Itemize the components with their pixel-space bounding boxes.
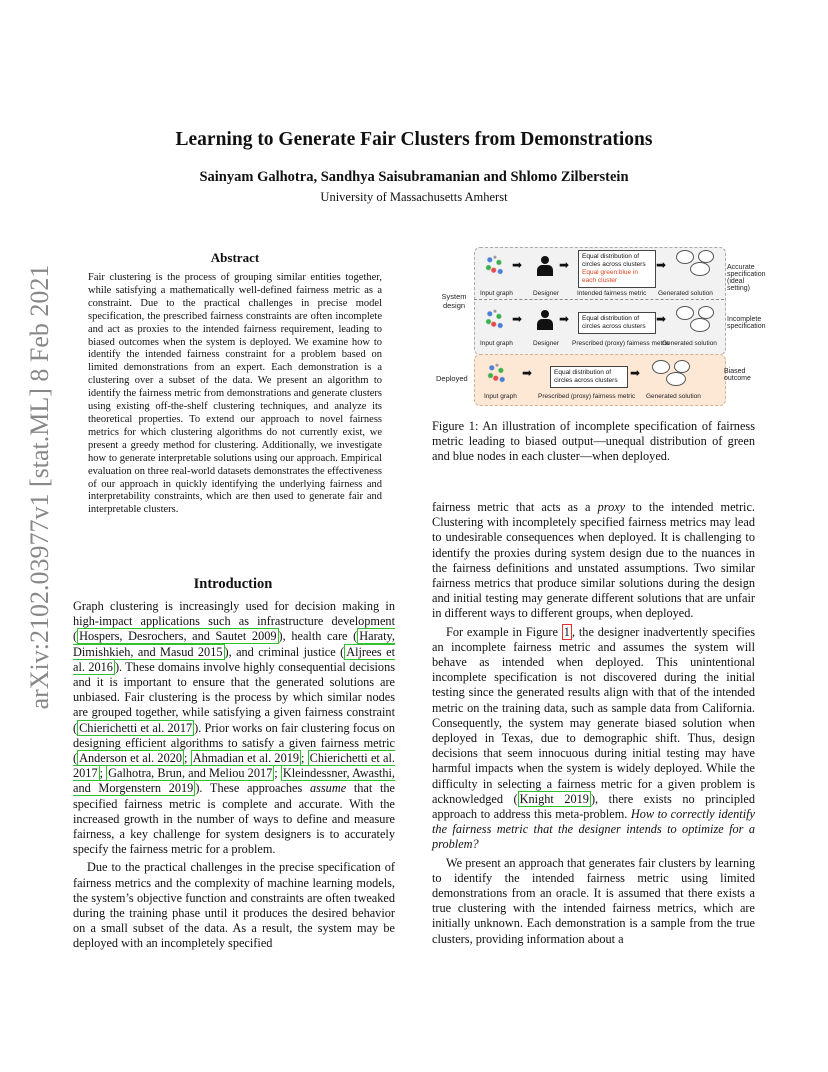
paper-title: Learning to Generate Fair Clusters from Demonstrations xyxy=(175,129,653,150)
introduction-heading: Introduction xyxy=(193,576,273,592)
arrow-icon: ➡ xyxy=(522,366,533,380)
output-label-biased: Biased outcome xyxy=(724,368,751,382)
citation-link[interactable]: Hospers, Desrochers, and Sautet 2009 xyxy=(79,629,277,644)
col2-paragraph-1: fairness metric that acts as a proxy to the intended metric. Clustering with incompletely specified fairness metrics may lead to undesirable consequences when deployed. It is challenging to identify the proxies during system design due to the nuances in the fairness definitions and unstated assumptions. Two similar fairness metrics that produce similar solutions during the design and initial testing may generate different solutions that are unfair in different ways to different groups, when deployed. xyxy=(432,500,756,621)
intended-metric-box xyxy=(578,250,656,288)
arrow-icon: ➡ xyxy=(656,258,667,272)
citation-link[interactable]: Anderson et al. 2020 xyxy=(79,751,183,766)
left-column-body xyxy=(73,599,395,952)
clusters-icon xyxy=(676,250,716,280)
paper-authors: Sainyam Galhotra, Sandhya Saisubramanian and Shlomo Zilberstein xyxy=(199,169,629,185)
row-label-system: System design xyxy=(441,292,467,310)
arrow-icon: ➡ xyxy=(656,312,667,326)
panel-divider xyxy=(474,299,724,300)
deployed-metric-box: Equal distribution of circles across clusters xyxy=(550,366,628,388)
box-text: Equal distribution of circles across clusters xyxy=(582,253,646,268)
citation-link[interactable]: Aljrees et al. 2016 xyxy=(73,644,395,674)
input-graph-icon xyxy=(482,252,508,278)
arxiv-sidebar xyxy=(18,264,62,710)
intended-metric-label: Intended fairness metric xyxy=(577,290,647,297)
arrow-icon: ➡ xyxy=(630,366,641,380)
arrow-icon: ➡ xyxy=(512,258,523,272)
arrow-icon: ➡ xyxy=(512,312,523,326)
col2-paragraph-2: For example in Figure 1 , the designer inadvertently specifies an incomplete fairness metric and assumes the system will behave as intended when deployed. This unintentional incomplete specification is not discovered during the initial testing since the generated results align with that of the intended metric on the training data, such as sample data from California. Consequently, the system may generate biased solution when deployed in Texas, due to demographic shift. Thus, design decisions that seem innocuous during initial testing may have harmful impacts when the system is widely deployed. While the difficulty in selecting a fairness metric for a given problem is acknowledged ( Knight 2019 ), there exists no principled approach to address this meta-problem. How to correctly identify the fairness metric that the designer intends to optimize for a problem? xyxy=(432,624,755,852)
figure-reference-link[interactable]: 1 xyxy=(563,624,570,639)
arxiv-identifier: arXiv:2102.03977v1 [stat.ML] 8 Feb 2021 xyxy=(25,264,54,710)
citation-link[interactable]: Knight 2019 xyxy=(519,791,589,806)
figure-caption: Figure 1: An illustration of incomplete specification of fairness metric leading to biased output—unequal distribution of green and blue nodes in each cluster—when deployed. xyxy=(432,419,755,464)
arrow-icon: ➡ xyxy=(559,258,570,272)
designer-label: Designer xyxy=(533,290,560,297)
input-graph-label: Input graph xyxy=(484,393,517,400)
generated-solution-label: Generated solution xyxy=(662,340,717,347)
output-label-incomplete: Incomplete specification xyxy=(727,316,766,330)
designer-label: Designer xyxy=(533,340,560,347)
designer-icon xyxy=(537,256,553,276)
input-graph-icon xyxy=(484,360,510,386)
intro-paragraph-2: Due to the practical challenges in the precise specification of fairness metrics and the complexity of machine learning models, the system’s objective function and constraints are often tweaked during the training phase until it produces the desired behavior on a small subset of the data. As a result, the system may be deployed with an incompletely specified xyxy=(73,860,395,951)
row-label-deployed: Deployed xyxy=(436,374,468,383)
output-label-accurate: Accurate specification (ideal setting) xyxy=(727,264,766,292)
proxy-metric-box: Equal distribution of circles across clusters xyxy=(578,312,656,334)
abstract-text: Fair clustering is the process of grouping similar entities together, while satisfying a mathematically well-defined fairness metric as a constraint. Due to the practical challenges in precise model specification, the prescribed fairness constraints are often incomplete and act as proxies to the intended fairness requirement, leading to biased outcomes when the system is deployed. We examine how to identify the intended fairness constraint for a problem based on limited demonstrations from an expert. Each demonstration is a clustering over a subset of the data. We present an algorithm to identify the fairness metric from demonstrations and generate clusters using existing off-the-shelf clustering techniques, and analyze its theoretical properties. To extend our approach to novel fairness metrics for which clustering algorithms do not currently exist, we present a greedy method for clustering. Additionally, we investigate how to generate interpretable solutions using our approach. Empirical evaluation on three real-world datasets demonstrates the effectiveness of our approach in quickly identifying the underlying fairness and interpretability constraints, which are then used to generate fair and interpretable clusters. xyxy=(88,272,382,516)
citation-link[interactable]: Haraty, Dimishkieh, and Masud 2015 xyxy=(73,629,395,659)
generated-solution-label: Generated solution xyxy=(658,290,713,297)
figure-1 xyxy=(434,244,764,406)
input-graph-label: Input graph xyxy=(480,290,513,297)
prescribed-metric-label: Prescribed (proxy) fairness metric xyxy=(572,340,670,347)
citation-link[interactable]: Ahmadian et al. 2019 xyxy=(192,751,300,766)
citation-link[interactable]: Chierichetti et al. 2017 xyxy=(73,751,395,781)
citation-link[interactable]: Chierichetti et al. 2017 xyxy=(79,720,193,735)
input-graph-label: Input graph xyxy=(480,340,513,347)
designer-icon xyxy=(537,310,553,330)
clusters-icon xyxy=(652,360,692,390)
right-column-body xyxy=(432,500,755,947)
intro-paragraph-1: Graph clustering is increasingly used for decision making in high-impact applications such as infrastructure development ( Hospers, Desrochers, and Sautet 2009 ), health care ( Haraty, Dimishkieh, and Masud 2015 ), and criminal justice ( Aljrees et al. 2016 ). These domains involve highly consequential decisions and it is important to ensure that the generated solutions are unbiased. Fair clustering is the process by which similar nodes are grouped together, while satisfying a given fairness constraint ( Chierichetti et al. 2017 ). Prior works on fair clustering focus on designing efficient algorithms to satisfy a given fairness metric ( Anderson et al. 2020 ; Ahmadian et al. 2019 ; Chierichetti et al. 2017 ; Galhotra, Brun, and Meliou 2017 ; Kleindessner, Awasthi, and Morgenstern 2019 ). These approaches assume that the specified fairness metric is complete and accurate. With the increased growth in the number of ways to define and measure fairness, a key challenge for system designers is to accurately specify the fairness metric for a problem. xyxy=(73,599,396,857)
clusters-icon xyxy=(676,306,716,336)
citation-link[interactable]: Kleindessner, Awasthi, and Morgenstern 2019 xyxy=(73,766,395,796)
col2-paragraph-3: We present an approach that generates fair clusters by learning to identify the intended fairness metric using limited demonstrations from an oracle. It is assumed that there exists a true clustering with the intended fairness metrics, which are initially unknown. Each demonstration is a sample from the true clusters, providing information about a xyxy=(432,855,755,946)
generated-solution-label: Generated solution xyxy=(646,393,701,400)
paper-affiliation: University of Massachusetts Amherst xyxy=(320,190,508,204)
abstract-heading: Abstract xyxy=(210,250,260,265)
input-graph-icon xyxy=(482,306,508,332)
arrow-icon: ➡ xyxy=(559,312,570,326)
citation-link[interactable]: Galhotra, Brun, and Meliou 2017 xyxy=(108,766,273,781)
prescribed-metric-label: Prescribed (proxy) fairness metric xyxy=(538,393,636,400)
box-text-highlight: Equal green:blue in each cluster xyxy=(582,269,639,284)
